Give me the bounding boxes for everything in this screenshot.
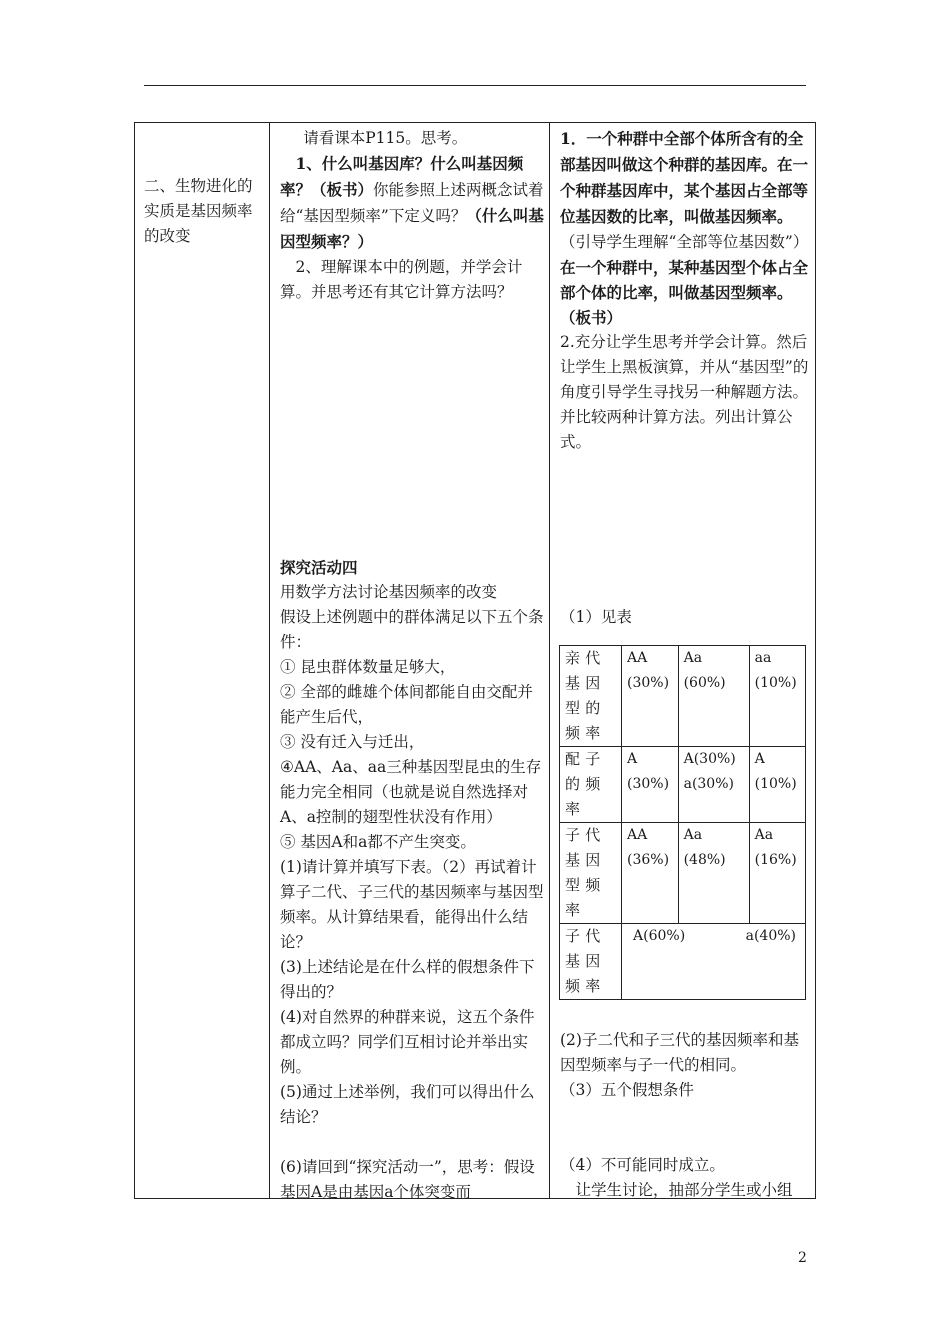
question-1: 1、什么叫基因库？什么叫基因频率？（板书）你能参照上述两概念试着给“基因型频率”下定义吗？（什么叫基因型频率？） xyxy=(280,154,544,251)
answer-5: 让学生讨论，抽部分学生或小组 xyxy=(575,1181,793,1199)
question-6: (6)请回到“探究活动一”，思考：假设基因A是由基因a个体突变而 xyxy=(280,1158,535,1201)
row-label: 子代基因频率 xyxy=(560,924,622,1000)
answer-1: 1．一个种群中全部个体所含有的全部基因叫做这个种群的基因库。在一个种群基因库中，某个基因占全部等位基因数的比率，叫做基因频率。（引导学生理解“全部等位基因数”） xyxy=(560,129,809,251)
table-cell: A (10%) xyxy=(749,747,805,823)
frequency-table xyxy=(559,645,806,1000)
activity-line: 假设上述例题中的群体满足以下五个条件： xyxy=(280,608,544,651)
activity-line: ② 全部的雌雄个体间都能自由交配并能产生后代， xyxy=(280,683,533,726)
activity-line: (1)请计算并填写下表。（2）再试着计算子二代、子三代的基因频率与基因型频率。从计算结果看，能得出什么结论？ xyxy=(280,858,544,951)
activity-title: 探究活动四 xyxy=(280,558,358,577)
table-cell: A(30%) a(30%) xyxy=(678,747,749,823)
intro-text: 请看课本P115。思考。 xyxy=(303,129,468,147)
row-label: 子代基因型频率 xyxy=(560,823,622,924)
table-cell: AA (36%) xyxy=(622,823,679,924)
activity-line: ⑤ 基因A和a都不产生突变。 xyxy=(280,833,476,851)
question-2: 2、理解课本中的例题，并学会计算。并思考还有其它计算方法吗？ xyxy=(280,258,523,301)
teacher-guidance-continued xyxy=(560,1028,810,1203)
table-cell: Aa (60%) xyxy=(678,646,749,747)
activity-line: ① 昆虫群体数量足够大， xyxy=(280,658,456,676)
page-number: 2 xyxy=(798,1250,807,1266)
answer-2b: (2)子二代和子三代的基因频率和基因型频率与子一代的相同。 xyxy=(560,1031,799,1074)
teaching-content-column xyxy=(280,126,548,1205)
teacher-guidance-column xyxy=(560,126,810,630)
table-row xyxy=(560,823,806,924)
row-label: 配子的频率 xyxy=(560,747,622,823)
activity-line: (4)对自然界的种群来说，这五个条件都成立吗？同学们互相讨论并举出实例。 xyxy=(280,1008,535,1076)
table-cell: Aa (16%) xyxy=(749,823,805,924)
answer-4: （4）不可能同时成立。 xyxy=(560,1156,725,1174)
table-row xyxy=(560,747,806,823)
table-cell: A (30%) xyxy=(622,747,679,823)
column-divider xyxy=(269,123,270,1198)
answer-2: 2.充分让学生思考并学会计算。然后让学生上黑板演算，并从“基因型”的角度引导学生寻找另一种解题方法。并比较两种计算方法。列出计算公式。 xyxy=(560,333,809,451)
activity-line: (3)上述结论是在什么样的假想条件下得出的？ xyxy=(280,958,535,1001)
table-cell: A(60%) a(40%) xyxy=(622,924,806,1000)
activity-line: ③ 没有迁入与迁出， xyxy=(280,733,425,751)
table-row xyxy=(560,646,806,747)
table-cell: aa (10%) xyxy=(749,646,805,747)
table-row xyxy=(560,924,806,1000)
activity-line: ④AA、Aa、aa三种基因型昆虫的生存能力完全相同（也就是说自然选择对A、a控制的翅型性状没有作用） xyxy=(280,758,542,826)
answer-3: （3）五个假想条件 xyxy=(560,1081,694,1099)
see-table-note: （1）见表 xyxy=(560,608,632,626)
table-cell: AA (30%) xyxy=(622,646,679,747)
column-divider xyxy=(549,123,550,1198)
header-rule xyxy=(144,85,806,86)
answer-1-definition: 在一个种群中，某种基因型个体占全部个体的比率，叫做基因型频率。（板书） xyxy=(560,258,809,327)
activity-line: (5)通过上述举例，我们可以得出什么结论？ xyxy=(280,1083,535,1126)
table-cell: Aa (48%) xyxy=(678,823,749,924)
row-label: 亲代基因型的频率 xyxy=(560,646,622,747)
activity-line: 用数学方法讨论基因频率的改变 xyxy=(280,583,498,601)
section-heading: 二、生物进化的实质是基因频率的改变 xyxy=(144,177,253,245)
